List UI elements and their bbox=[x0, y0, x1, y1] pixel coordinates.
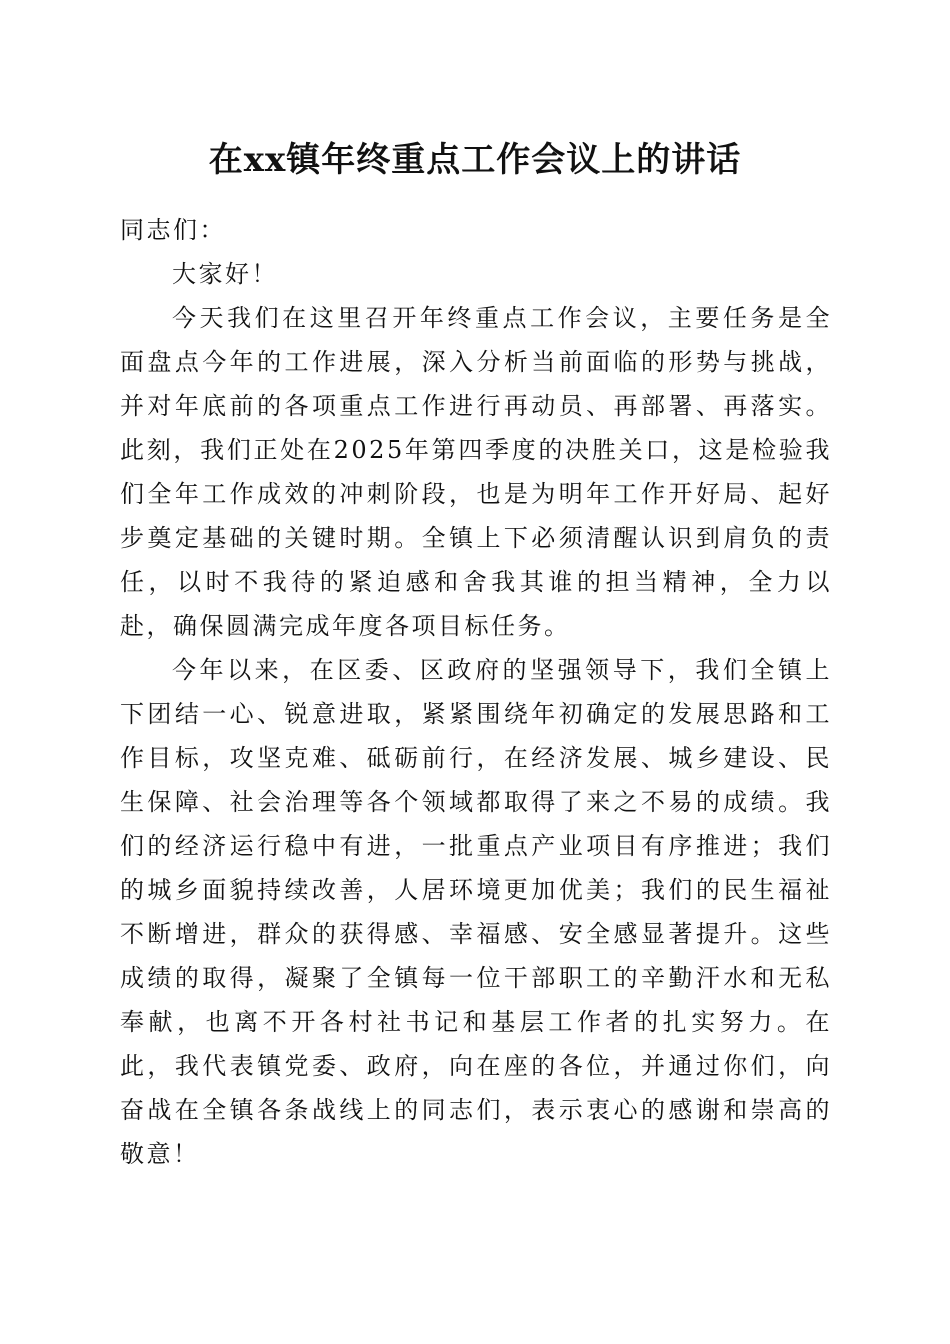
document-body bbox=[120, 208, 832, 1176]
salutation: 同志们： bbox=[120, 216, 226, 244]
document-title: 在xx镇年终重点工作会议上的讲话 bbox=[208, 140, 742, 180]
paragraph-achievements: 今年以来，在区委、区政府的坚强领导下，我们全镇上下团结一心、锐意进取，紧紧围绕年初确定的发展思路和工作目标，攻坚克难、砥砺前行，在经济发展、城乡建设、民生保障、社会治理等各个领域都取得了来之不易的成绩。我们的经济运行稳中有进，一批重点产业项目有序推进；我们的城乡面貌持续改善，人居环境更加优美；我们的民生福祉不断增进，群众的获得感、幸福感、安全感显著提升。这些成绩的取得，凝聚了全镇每一位干部职工的辛勤汗水和无私奉献，也离不开各村社书记和基层工作者的扎实努力。在此，我代表镇党委、政府，向在座的各位，并通过你们，向奋战在全镇各条战线上的同志们，表示衷心的感谢和崇高的敬意！ bbox=[120, 656, 832, 1168]
paragraph-greeting: 大家好！ bbox=[172, 260, 278, 288]
paragraph-meeting-purpose: 今天我们在这里召开年终重点工作会议，主要任务是全面盘点今年的工作进展，深入分析当前面临的形势与挑战，并对年底前的各项重点工作进行再动员、再部署、再落实。此刻，我们正处在2025年第四季度的决胜关口，这是检验我们全年工作成效的冲刺阶段，也是为明年工作开好局、起好步奠定基础的关键时期。全镇上下必须清醒认识到肩负的责任，以时不我待的紧迫感和舍我其谁的担当精神，全力以赴，确保圆满完成年度各项目标任务。 bbox=[120, 304, 832, 640]
